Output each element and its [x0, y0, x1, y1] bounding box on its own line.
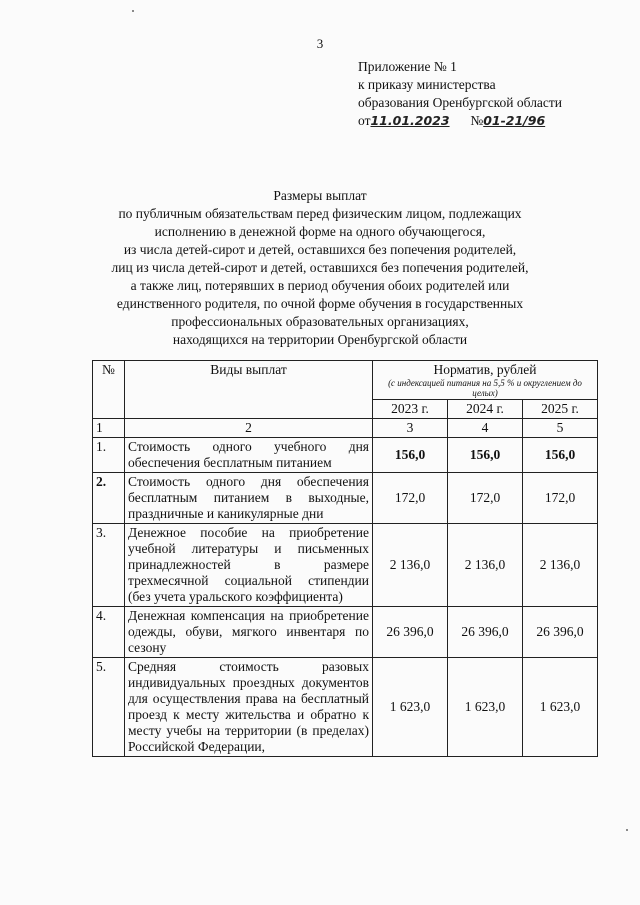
- appendix-date-number: [358, 112, 562, 130]
- row-value-2025: 156,0: [523, 438, 598, 473]
- appendix-title: Приложение № 1: [358, 59, 457, 74]
- row-value-2023: 26 396,0: [373, 607, 448, 658]
- row-value-2024: 172,0: [448, 473, 523, 524]
- row-value-2025: 172,0: [523, 473, 598, 524]
- row-number: 5.: [93, 658, 125, 757]
- row-value-2023: 1 623,0: [373, 658, 448, 757]
- row-value-2023: 156,0: [373, 438, 448, 473]
- title-line: по публичным обязательствам перед физическим лицом, подлежащих: [118, 206, 522, 221]
- row-value-2024: 156,0: [448, 438, 523, 473]
- row-value-2025: 2 136,0: [523, 524, 598, 607]
- date-prefix: от: [358, 113, 371, 128]
- column-number: 5: [523, 419, 598, 438]
- date-handwritten: 11.01.2023: [370, 113, 450, 128]
- header-payment-type: Виды выплат: [125, 361, 373, 419]
- title-line: а также лиц, потерявших в период обучения обоих родителей или: [130, 278, 510, 293]
- year-2024: 2024 г.: [448, 400, 523, 419]
- title-line: находящихся на территории Оренбургской области: [172, 332, 468, 347]
- table-row: [93, 658, 598, 757]
- year-2023: 2023 г.: [373, 400, 448, 419]
- column-number: 1: [93, 419, 125, 438]
- row-description: Стоимость одного учебного дня обеспечения бесплатным питанием: [125, 438, 373, 473]
- payments-table: [92, 360, 598, 757]
- row-value-2023: 2 136,0: [373, 524, 448, 607]
- title-line: лиц из числа детей-сирот и детей, оставшихся без попечения родителей,: [111, 260, 529, 275]
- table-header-row: [93, 361, 598, 400]
- title-line: из числа детей-сирот и детей, оставшихся без попечения родителей,: [123, 242, 517, 257]
- appendix-order-ref: к приказу министерства: [358, 77, 496, 92]
- row-number: 3.: [93, 524, 125, 607]
- row-number: 2.: [93, 473, 125, 524]
- header-norm: [373, 361, 598, 400]
- row-value-2025: 1 623,0: [523, 658, 598, 757]
- row-description: Средняя стоимость разовых индивидуальных проездных документов для осуществления права на бесплатный проезд к месту жительства и обратно к месту учебы на территории (в пределах) Российской Федерации,: [125, 658, 373, 757]
- header-norm-note: (с индексацией питания на 5,5 % и округлением до целых): [388, 378, 582, 398]
- year-2025: 2025 г.: [523, 400, 598, 419]
- scan-speck: [626, 829, 628, 831]
- row-value-2024: 2 136,0: [448, 524, 523, 607]
- title-line: исполнению в денежной форме на одного обучающегося,: [154, 224, 486, 239]
- row-value-2024: 26 396,0: [448, 607, 523, 658]
- table-row: [93, 524, 598, 607]
- row-description: Стоимость одного дня обеспечения бесплатным питанием в выходные, праздничные и каникулярные дни: [125, 473, 373, 524]
- scan-speck: [132, 10, 134, 12]
- row-value-2025: 26 396,0: [523, 607, 598, 658]
- row-value-2023: 172,0: [373, 473, 448, 524]
- title-heading: Размеры выплат: [273, 188, 367, 203]
- column-number: 4: [448, 419, 523, 438]
- header-no: №: [93, 361, 125, 419]
- title-line: единственного родителя, по очной форме обучения в государственных: [116, 296, 524, 311]
- table-row: [93, 473, 598, 524]
- appendix-block: [358, 58, 562, 130]
- table-row: [93, 438, 598, 473]
- row-description: Денежная компенсация на приобретение одежды, обуви, мягкого инвентаря по сезону: [125, 607, 373, 658]
- title-line: профессиональных образовательных организациях,: [171, 314, 469, 329]
- page-number: 3: [316, 36, 324, 51]
- table-row: [93, 607, 598, 658]
- table-column-numbers-row: [93, 419, 598, 438]
- number-prefix: №: [470, 113, 484, 128]
- row-description: Денежное пособие на приобретение учебной литературы и письменных принадлежностей в размере трехмесячной социальной стипендии (без учета уральского коэффициента): [125, 524, 373, 607]
- column-number: 2: [125, 419, 373, 438]
- row-value-2024: 1 623,0: [448, 658, 523, 757]
- document-title: [100, 187, 540, 349]
- column-number: 3: [373, 419, 448, 438]
- row-number: 1.: [93, 438, 125, 473]
- number-handwritten: 01-21/96: [483, 113, 546, 128]
- header-norm-label: Норматив, рублей: [433, 362, 537, 377]
- row-number: 4.: [93, 607, 125, 658]
- appendix-ministry: образования Оренбургской области: [358, 95, 563, 110]
